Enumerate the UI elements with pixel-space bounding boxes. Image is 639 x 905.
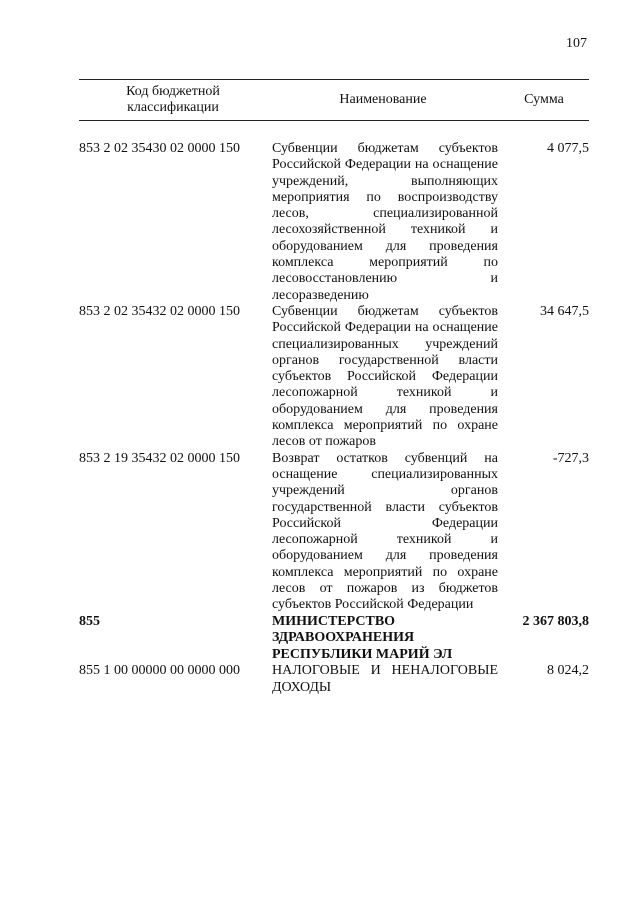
row-sum: -727,3 [552, 450, 589, 466]
header-code: Код бюджетной классификации [126, 84, 220, 115]
row-name: Субвенции бюджетам субъектов Российской Федерации на оснащение специализированных учреждений органов государственной власти субъектов Российской Федерации лесопожарной техникой и оборудованием для проведения комплекса мероприятий по охране лесов от пожаров [272, 303, 498, 450]
table-row [79, 304, 589, 451]
row-sum: 2 367 803,8 [522, 613, 589, 629]
row-sum: 4 077,5 [547, 141, 589, 156]
row-code: 855 1 00 00000 00 0000 000 [79, 663, 240, 679]
table-row [79, 663, 589, 696]
table-row-ministry [79, 614, 589, 664]
header-name: Наименование [339, 92, 427, 107]
header-sum: Сумма [524, 92, 564, 107]
page-number: 107 [566, 36, 587, 51]
row-code: 853 2 02 35430 02 0000 150 [79, 141, 240, 156]
row-name: Возврат остатков субвенций на оснащение специализированных учреждений органов государственной власти субъектов Российской Федерации лесопожарной техникой и оборудованием для проведения комплекса мероприятий по охране лесов от пожаров из бюджетов субъектов Российской Федерации [272, 450, 498, 613]
row-sum: 34 647,5 [540, 303, 589, 319]
table-header [79, 79, 589, 121]
row-code: 853 2 02 35432 02 0000 150 [79, 303, 240, 319]
row-sum: 8 024,2 [547, 663, 589, 679]
table-row [79, 451, 589, 614]
table-body [79, 141, 589, 696]
row-code: 853 2 19 35432 02 0000 150 [79, 450, 240, 466]
row-name: НАЛОГОВЫЕ И НЕНАЛОГОВЫЕ ДОХОДЫ [272, 663, 498, 695]
row-name: МИНИСТЕРСТВО ЗДРАВООХРАНЕНИЯ РЕСПУБЛИКИ МАРИЙ ЭЛ [272, 613, 453, 662]
row-code: 855 [79, 613, 100, 629]
row-name: Субвенции бюджетам субъектов Российской Федерации на оснащение учреждений, выполняющих мероприятия по воспроизводству лесов, специализированной лесохозяйственной техникой и оборудованием для проведения комплекса мероприятий по лесовосстановлению и лесоразведению [272, 141, 498, 303]
table-row [79, 141, 589, 304]
